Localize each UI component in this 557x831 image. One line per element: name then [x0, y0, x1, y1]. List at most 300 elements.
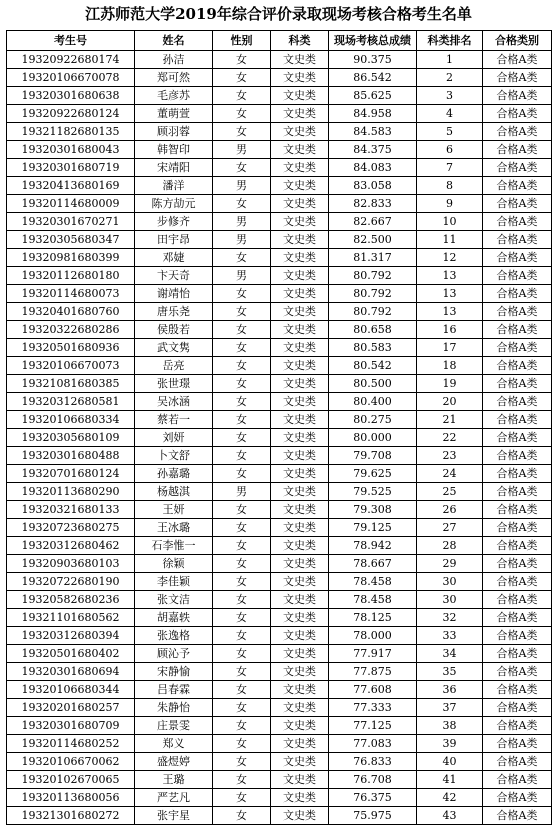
cell-gender: 男	[213, 213, 271, 231]
cell-gender: 女	[213, 159, 271, 177]
cell-gender: 男	[213, 267, 271, 285]
header-gender: 性别	[213, 31, 271, 51]
cell-rank: 32	[417, 609, 483, 627]
cell-category: 合格A类	[483, 627, 552, 645]
cell-score: 79.525	[329, 483, 417, 501]
cell-category: 合格A类	[483, 141, 552, 159]
cell-candidate-id: 19320112680180	[7, 267, 135, 285]
cell-rank: 11	[417, 231, 483, 249]
cell-category: 合格A类	[483, 51, 552, 69]
cell-score: 78.942	[329, 537, 417, 555]
cell-rank: 13	[417, 303, 483, 321]
cell-candidate-id: 19320312680394	[7, 627, 135, 645]
table-row	[7, 501, 552, 519]
cell-subject: 文史类	[271, 357, 329, 375]
cell-candidate-id: 19320305680109	[7, 429, 135, 447]
cell-category: 合格A类	[483, 267, 552, 285]
cell-name: 卞天奇	[135, 267, 213, 285]
cell-rank: 6	[417, 141, 483, 159]
cell-rank: 27	[417, 519, 483, 537]
cell-category: 合格A类	[483, 717, 552, 735]
cell-candidate-id: 19320922680174	[7, 51, 135, 69]
cell-category: 合格A类	[483, 231, 552, 249]
cell-category: 合格A类	[483, 789, 552, 807]
cell-category: 合格A类	[483, 87, 552, 105]
cell-score: 76.833	[329, 753, 417, 771]
cell-score: 80.500	[329, 375, 417, 393]
cell-category: 合格A类	[483, 465, 552, 483]
cell-score: 82.833	[329, 195, 417, 213]
header-score: 现场考核总成绩	[329, 31, 417, 51]
cell-category: 合格A类	[483, 177, 552, 195]
cell-gender: 女	[213, 789, 271, 807]
cell-subject: 文史类	[271, 267, 329, 285]
cell-candidate-id: 19320301680638	[7, 87, 135, 105]
cell-candidate-id: 19320501680402	[7, 645, 135, 663]
cell-candidate-id: 19320723680275	[7, 519, 135, 537]
cell-score: 78.458	[329, 591, 417, 609]
cell-gender: 男	[213, 231, 271, 249]
cell-gender: 女	[213, 303, 271, 321]
cell-gender: 女	[213, 735, 271, 753]
cell-category: 合格A类	[483, 285, 552, 303]
cell-score: 80.583	[329, 339, 417, 357]
cell-gender: 女	[213, 285, 271, 303]
table-row	[7, 447, 552, 465]
cell-subject: 文史类	[271, 303, 329, 321]
cell-gender: 女	[213, 537, 271, 555]
cell-candidate-id: 19320903680103	[7, 555, 135, 573]
cell-gender: 女	[213, 591, 271, 609]
table-row	[7, 429, 552, 447]
table-row	[7, 645, 552, 663]
cell-subject: 文史类	[271, 159, 329, 177]
cell-category: 合格A类	[483, 321, 552, 339]
table-row	[7, 573, 552, 591]
cell-score: 90.375	[329, 51, 417, 69]
cell-subject: 文史类	[271, 501, 329, 519]
cell-subject: 文史类	[271, 51, 329, 69]
cell-score: 79.308	[329, 501, 417, 519]
cell-category: 合格A类	[483, 807, 552, 825]
cell-rank: 30	[417, 573, 483, 591]
cell-subject: 文史类	[271, 213, 329, 231]
cell-candidate-id: 19320102670065	[7, 771, 135, 789]
table-row	[7, 465, 552, 483]
cell-score: 80.792	[329, 267, 417, 285]
cell-subject: 文史类	[271, 375, 329, 393]
cell-gender: 男	[213, 177, 271, 195]
cell-name: 蔡若一	[135, 411, 213, 429]
cell-category: 合格A类	[483, 699, 552, 717]
cell-candidate-id: 19320312680581	[7, 393, 135, 411]
table-row	[7, 357, 552, 375]
cell-name: 吕春霖	[135, 681, 213, 699]
cell-name: 刘妍	[135, 429, 213, 447]
candidate-table	[6, 30, 552, 825]
table-row	[7, 483, 552, 501]
cell-category: 合格A类	[483, 609, 552, 627]
cell-gender: 女	[213, 807, 271, 825]
cell-candidate-id: 19320106680334	[7, 411, 135, 429]
cell-subject: 文史类	[271, 789, 329, 807]
cell-category: 合格A类	[483, 447, 552, 465]
cell-subject: 文史类	[271, 177, 329, 195]
cell-gender: 女	[213, 465, 271, 483]
cell-name: 陈方劼元	[135, 195, 213, 213]
cell-candidate-id: 19320301680719	[7, 159, 135, 177]
cell-rank: 42	[417, 789, 483, 807]
cell-score: 85.625	[329, 87, 417, 105]
table-row	[7, 789, 552, 807]
cell-category: 合格A类	[483, 123, 552, 141]
cell-rank: 3	[417, 87, 483, 105]
cell-score: 77.875	[329, 663, 417, 681]
cell-rank: 12	[417, 249, 483, 267]
table-row	[7, 627, 552, 645]
cell-category: 合格A类	[483, 681, 552, 699]
cell-category: 合格A类	[483, 249, 552, 267]
cell-subject: 文史类	[271, 717, 329, 735]
cell-score: 80.792	[329, 285, 417, 303]
cell-name: 吴冰涵	[135, 393, 213, 411]
cell-category: 合格A类	[483, 339, 552, 357]
cell-score: 80.400	[329, 393, 417, 411]
cell-name: 孙嘉璐	[135, 465, 213, 483]
cell-gender: 女	[213, 609, 271, 627]
cell-rank: 24	[417, 465, 483, 483]
table-row	[7, 393, 552, 411]
cell-category: 合格A类	[483, 213, 552, 231]
header-subject: 科类	[271, 31, 329, 51]
cell-category: 合格A类	[483, 411, 552, 429]
cell-candidate-id: 19320113680290	[7, 483, 135, 501]
cell-name: 毛彦苏	[135, 87, 213, 105]
cell-candidate-id: 19320301680043	[7, 141, 135, 159]
cell-candidate-id: 19320106680344	[7, 681, 135, 699]
cell-score: 80.658	[329, 321, 417, 339]
cell-rank: 35	[417, 663, 483, 681]
cell-category: 合格A类	[483, 663, 552, 681]
cell-candidate-id: 19320114680252	[7, 735, 135, 753]
cell-rank: 21	[417, 411, 483, 429]
cell-subject: 文史类	[271, 321, 329, 339]
cell-category: 合格A类	[483, 645, 552, 663]
cell-gender: 女	[213, 51, 271, 69]
table-row	[7, 87, 552, 105]
cell-name: 卜文舒	[135, 447, 213, 465]
cell-subject: 文史类	[271, 285, 329, 303]
cell-rank: 4	[417, 105, 483, 123]
table-row	[7, 717, 552, 735]
cell-rank: 33	[417, 627, 483, 645]
cell-candidate-id: 19320413680169	[7, 177, 135, 195]
cell-rank: 23	[417, 447, 483, 465]
table-row	[7, 105, 552, 123]
table-row	[7, 141, 552, 159]
cell-category: 合格A类	[483, 591, 552, 609]
cell-name: 潘洋	[135, 177, 213, 195]
cell-name: 郑可然	[135, 69, 213, 87]
cell-candidate-id: 19320322680286	[7, 321, 135, 339]
cell-gender: 女	[213, 69, 271, 87]
cell-candidate-id: 19320301680488	[7, 447, 135, 465]
cell-subject: 文史类	[271, 123, 329, 141]
cell-score: 78.458	[329, 573, 417, 591]
cell-category: 合格A类	[483, 105, 552, 123]
cell-score: 79.708	[329, 447, 417, 465]
cell-rank: 43	[417, 807, 483, 825]
table-row	[7, 213, 552, 231]
table-body	[7, 51, 552, 825]
cell-name: 田宇昂	[135, 231, 213, 249]
cell-gender: 女	[213, 429, 271, 447]
cell-subject: 文史类	[271, 339, 329, 357]
cell-rank: 10	[417, 213, 483, 231]
cell-candidate-id: 19320301680709	[7, 717, 135, 735]
cell-name: 王妍	[135, 501, 213, 519]
table-row	[7, 195, 552, 213]
cell-name: 严艺凡	[135, 789, 213, 807]
table-row	[7, 267, 552, 285]
cell-score: 78.000	[329, 627, 417, 645]
cell-category: 合格A类	[483, 159, 552, 177]
cell-subject: 文史类	[271, 537, 329, 555]
cell-score: 77.083	[329, 735, 417, 753]
cell-candidate-id: 19320114680009	[7, 195, 135, 213]
cell-name: 李佳颖	[135, 573, 213, 591]
cell-subject: 文史类	[271, 141, 329, 159]
cell-subject: 文史类	[271, 411, 329, 429]
cell-score: 75.975	[329, 807, 417, 825]
cell-rank: 20	[417, 393, 483, 411]
table-row	[7, 159, 552, 177]
cell-subject: 文史类	[271, 69, 329, 87]
cell-subject: 文史类	[271, 609, 329, 627]
table-row	[7, 231, 552, 249]
cell-category: 合格A类	[483, 753, 552, 771]
cell-rank: 19	[417, 375, 483, 393]
cell-candidate-id: 19321182680135	[7, 123, 135, 141]
cell-rank: 13	[417, 267, 483, 285]
table-row	[7, 375, 552, 393]
cell-score: 84.375	[329, 141, 417, 159]
cell-gender: 女	[213, 681, 271, 699]
table-row	[7, 303, 552, 321]
cell-category: 合格A类	[483, 771, 552, 789]
table-row	[7, 699, 552, 717]
cell-subject: 文史类	[271, 753, 329, 771]
cell-gender: 男	[213, 141, 271, 159]
cell-gender: 女	[213, 645, 271, 663]
cell-rank: 8	[417, 177, 483, 195]
cell-score: 86.542	[329, 69, 417, 87]
cell-score: 82.500	[329, 231, 417, 249]
cell-score: 82.667	[329, 213, 417, 231]
cell-candidate-id: 19320981680399	[7, 249, 135, 267]
cell-gender: 女	[213, 663, 271, 681]
cell-candidate-id: 19320501680936	[7, 339, 135, 357]
cell-gender: 女	[213, 87, 271, 105]
cell-gender: 男	[213, 483, 271, 501]
cell-gender: 女	[213, 105, 271, 123]
cell-rank: 9	[417, 195, 483, 213]
cell-rank: 36	[417, 681, 483, 699]
cell-score: 76.375	[329, 789, 417, 807]
cell-name: 宋静愉	[135, 663, 213, 681]
cell-name: 石李惟一	[135, 537, 213, 555]
cell-gender: 女	[213, 519, 271, 537]
cell-name: 步修齐	[135, 213, 213, 231]
cell-name: 武文隽	[135, 339, 213, 357]
cell-gender: 女	[213, 771, 271, 789]
header-rank: 科类排名	[417, 31, 483, 51]
cell-subject: 文史类	[271, 735, 329, 753]
table-row	[7, 753, 552, 771]
cell-candidate-id: 19320301680694	[7, 663, 135, 681]
table-row	[7, 411, 552, 429]
cell-score: 80.000	[329, 429, 417, 447]
cell-subject: 文史类	[271, 465, 329, 483]
cell-gender: 女	[213, 753, 271, 771]
cell-gender: 女	[213, 375, 271, 393]
cell-name: 韩智印	[135, 141, 213, 159]
cell-subject: 文史类	[271, 249, 329, 267]
table-row	[7, 249, 552, 267]
cell-gender: 女	[213, 321, 271, 339]
cell-name: 王冰璐	[135, 519, 213, 537]
cell-candidate-id: 19321081680385	[7, 375, 135, 393]
cell-score: 81.317	[329, 249, 417, 267]
cell-name: 庄景雯	[135, 717, 213, 735]
table-row	[7, 537, 552, 555]
cell-name: 顾羽蓉	[135, 123, 213, 141]
table-row	[7, 663, 552, 681]
cell-subject: 文史类	[271, 807, 329, 825]
cell-subject: 文史类	[271, 591, 329, 609]
cell-rank: 2	[417, 69, 483, 87]
cell-subject: 文史类	[271, 663, 329, 681]
cell-category: 合格A类	[483, 375, 552, 393]
cell-gender: 女	[213, 555, 271, 573]
cell-name: 张宇星	[135, 807, 213, 825]
cell-gender: 女	[213, 447, 271, 465]
cell-score: 79.625	[329, 465, 417, 483]
cell-rank: 34	[417, 645, 483, 663]
cell-score: 79.125	[329, 519, 417, 537]
cell-name: 宋靖阳	[135, 159, 213, 177]
cell-score: 77.333	[329, 699, 417, 717]
cell-name: 郑义	[135, 735, 213, 753]
cell-candidate-id: 19320321680133	[7, 501, 135, 519]
cell-subject: 文史类	[271, 573, 329, 591]
cell-score: 84.083	[329, 159, 417, 177]
cell-subject: 文史类	[271, 681, 329, 699]
table-row	[7, 321, 552, 339]
table-row	[7, 735, 552, 753]
page-title: 江苏师范大学2019年综合评价录取现场考核合格考生名单	[85, 5, 472, 23]
cell-gender: 女	[213, 195, 271, 213]
cell-gender: 女	[213, 627, 271, 645]
cell-category: 合格A类	[483, 573, 552, 591]
cell-rank: 18	[417, 357, 483, 375]
cell-candidate-id: 19320113680056	[7, 789, 135, 807]
cell-rank: 22	[417, 429, 483, 447]
cell-score: 76.708	[329, 771, 417, 789]
cell-name: 孙洁	[135, 51, 213, 69]
cell-gender: 女	[213, 393, 271, 411]
cell-score: 80.542	[329, 357, 417, 375]
cell-subject: 文史类	[271, 519, 329, 537]
cell-rank: 30	[417, 591, 483, 609]
cell-candidate-id: 19320106670078	[7, 69, 135, 87]
cell-subject: 文史类	[271, 429, 329, 447]
table-row	[7, 771, 552, 789]
cell-name: 董萌萱	[135, 105, 213, 123]
table-header-row	[7, 31, 552, 51]
cell-score: 78.125	[329, 609, 417, 627]
table-row	[7, 681, 552, 699]
cell-category: 合格A类	[483, 537, 552, 555]
cell-rank: 40	[417, 753, 483, 771]
table-row	[7, 519, 552, 537]
cell-score: 80.275	[329, 411, 417, 429]
table-row	[7, 609, 552, 627]
cell-name: 胡嘉轶	[135, 609, 213, 627]
cell-rank: 25	[417, 483, 483, 501]
cell-subject: 文史类	[271, 87, 329, 105]
cell-candidate-id: 19320922680124	[7, 105, 135, 123]
cell-subject: 文史类	[271, 771, 329, 789]
cell-candidate-id: 19320401680760	[7, 303, 135, 321]
cell-name: 张文洁	[135, 591, 213, 609]
cell-subject: 文史类	[271, 699, 329, 717]
cell-candidate-id: 19320301670271	[7, 213, 135, 231]
cell-subject: 文史类	[271, 105, 329, 123]
cell-candidate-id: 19320701680124	[7, 465, 135, 483]
cell-name: 王璐	[135, 771, 213, 789]
table-row	[7, 591, 552, 609]
cell-category: 合格A类	[483, 735, 552, 753]
cell-gender: 女	[213, 573, 271, 591]
cell-name: 侯殷若	[135, 321, 213, 339]
cell-gender: 女	[213, 249, 271, 267]
cell-name: 唐乐尧	[135, 303, 213, 321]
cell-rank: 37	[417, 699, 483, 717]
cell-name: 邓婕	[135, 249, 213, 267]
cell-category: 合格A类	[483, 429, 552, 447]
cell-category: 合格A类	[483, 483, 552, 501]
table-row	[7, 285, 552, 303]
cell-category: 合格A类	[483, 195, 552, 213]
cell-name: 张逸格	[135, 627, 213, 645]
cell-gender: 女	[213, 717, 271, 735]
cell-name: 顾沁予	[135, 645, 213, 663]
table-row	[7, 51, 552, 69]
cell-name: 杨越淇	[135, 483, 213, 501]
cell-rank: 7	[417, 159, 483, 177]
cell-rank: 16	[417, 321, 483, 339]
table-row	[7, 69, 552, 87]
cell-gender: 女	[213, 123, 271, 141]
cell-name: 徐颖	[135, 555, 213, 573]
cell-name: 岳亮	[135, 357, 213, 375]
cell-score: 84.958	[329, 105, 417, 123]
cell-subject: 文史类	[271, 483, 329, 501]
cell-rank: 13	[417, 285, 483, 303]
table-row	[7, 807, 552, 825]
cell-category: 合格A类	[483, 519, 552, 537]
